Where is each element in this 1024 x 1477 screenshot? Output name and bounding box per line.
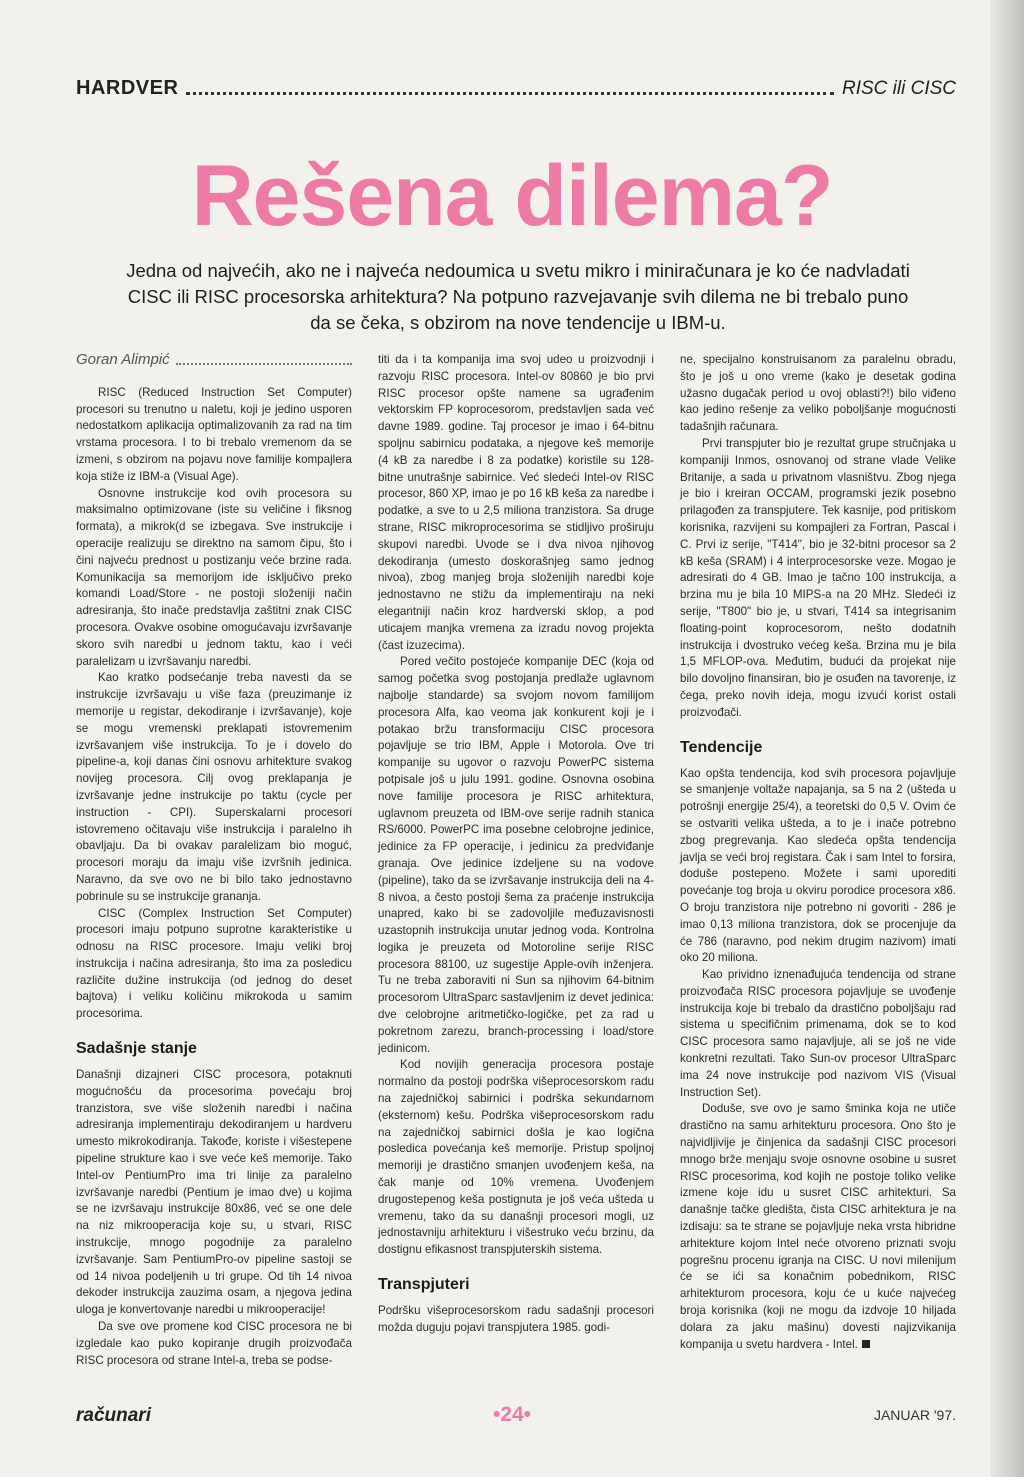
paragraph: Da sve ove promene kod CISC procesora ne bi izgledale kao puko kopiranje drugih proizvođača RISC procesora od strane Intel-a, treba se podse-: [76, 1320, 352, 1367]
paragraph: ne, specijalno konstruisanom za paralelnu obradu, što je još u ono vreme (kako je desetak godina užasno dugačak period u ovoj oblasti?!) bilo viđeno kao jedino rešenje za veliko poboljšanje mogućnosti tadašnjih računara.: [680, 353, 956, 434]
paragraph: Kod novijih generacija procesora postaje normalno da postoji podrška višeprocesorskom radu na zajedničkoj sabirnici i podrška sekundarnom (eksternom) kešu. Podrška višeprocesorskom radu na zajedničkoj sabirnici došla je kao logična posledica povećanja keš memorije. Pristup spoljnoj memoriji je drastično smanjen uvođenjem keša, na čak manje od 10% vremena. Uvođenjem drugostepenog keša postignuta je još veća ušteda u vremenu, tako da su današnji procesori mogli, uz jednostavniju arhitekturu i višestruko veću brzinu, da dostignu efikasnost transpjuterskih sistema.: [378, 1058, 654, 1257]
column-1: [76, 352, 352, 1369]
paragraph: Osnovne instrukcije kod ovih procesora su maksimalno optimizovane (iste su veličine i fiksnog formata), a mikrok(d se izbegava. Sve instrukcije i operacije realizuju se direktno na samom čipu, što i čini najveću prednost u postizanju veće brzine rada. Komunikacija sa memorijom ide isključivo preko komandi Load/Store - ne postoji složeniji način adresiranja, što inače predstavlja zaštitni znak CISC procesora. Ovakve osobine omogućavaju izvršavanje skoro svih naredbi u jednom taktu, kao i veći paralelizam u izvršavanju naredbi.: [76, 486, 352, 668]
subheading-sadasnje-stanje: Sadašnje stanje: [76, 1040, 197, 1058]
issue-date: JANUAR '97.: [873, 1407, 956, 1423]
paragraph: CISC (Complex Instruction Set Computer) procesori imaju potpuno suprotne karakteristike u odnosu na RISC procesore. Imaju veliki broj instrukcija i načina adresiranja, što ima za posledicu različite dužine instrukcija (od jednog do deset bajtova) i veliku količinu mikrokoda u samim procesorima.: [76, 906, 352, 1021]
author-name: Goran Alimpić: [76, 351, 170, 368]
column-2: [378, 352, 654, 1337]
byline-dotted-leader: [176, 363, 352, 365]
paragraph: Kao prividno iznenađujuća tendencija od strane proizvođača RISC procesora pojavljuje se uvođenje instrukcija koje bi trebalo da drastično poboljšaju rad sistema u specifičnim primenama, dok se to kod CISC procesora samo najavljuje, ali se još ne vide konkretni rezultati. Tako Sun-ov procesor UltraSparc ima 24 nove instrukcije pod nazivom VIS (Visual Instruction Set).: [680, 968, 956, 1099]
subheading-transpjuteri: Transpjuteri: [378, 1276, 470, 1294]
column-3: [680, 352, 956, 1353]
paragraph: Kao opšta tendencija, kod svih procesora pojavljuje se smanjenje voltaže napajanja, sa 5 na 2 (ušteda u potrošnji energije 25/4), a teoretski do 0,5 V. Ovim će se ostvariti velika ušteda, a to je i inače potrebno zbog pregrevanja. Kao sledeća opšta tendencija javlja se veći broj registara. Čak i sam Intel to forsira, doduše postepeno. Možete i sami uporediti povećanje tog broja u okviru porodice procesora x86. O broju tranzistora nije potrebno ni govoriti - 286 je imao 0,13 miliona tranzistora, dok se procenjuje da će 786 (naravno, pod nekim drugim nazivom) imati oko 20 miliona.: [680, 766, 956, 965]
paragraph-final: [680, 1101, 956, 1353]
paragraph: Prvi transpjuter bio je rezultat grupe stručnjaka u kompaniji Inmos, osnovanoj od strane vlade Velike Britanije, a sada u privatnom vlasništvu. Zbog njega je bio i kreiran OCCAM, programski jezik posebno prilagođen za transpjutere. Tek kasnije, pod pritiskom korisnika, razvijeni su kompajleri za Fortran, Pascal i C. Prvi iz serije, "T414", bio je 32-bitni procesor sa 2 kB keša (SRAM) i 4 interprocesorske veze. Mogao je adresirati do 4 GB. Imao je tačno 100 instrukcija, a brzina mu je bila 10 MIPS-a na 20 MHz. Sledeći iz serije, "T800" bio je, u stvari, T414 sa integrisanim floating-point koprocesorom, nešto dodatnih instrukcija i dvostruko većeg keša. Brzina mu je bila 1,5 MFLOP-ova. Međutim, budući da projekat nije bilo dovoljno finansiran, bio je osuđen na tavorenje, iz čega, preko novih ideja, mogu izvući korist ostali proizvođači.: [680, 436, 956, 719]
header-dotted-leader: [186, 92, 834, 95]
article-title: Rešena dilema?: [191, 148, 833, 244]
paragraph: RISC (Reduced Instruction Set Computer) procesori su trenutno u naletu, koji je jedino usporen nedostatkom aplikacija optimalizovanih za rad na tim vrstama procesora. I to bi trebalo vremenom da se izmeni, s obzirom na pojavu nove familije kompajlera koja stiže iz IBM-a (Visual Age).: [76, 385, 352, 483]
article-lead: Jedna od najvećih, ako ne i najveća nedoumica u svetu mikro i miniračunara je ko će nadvladati CISC ili RISC procesorska arhitektura? Na potpuno razvejavanje svih dilema ne bi trebalo puno da se čeka, s obzirom na nove tendencije u IBM-u.: [126, 260, 910, 333]
topic-label: RISC ili CISC: [841, 78, 956, 99]
page-number: •24•: [492, 1403, 532, 1426]
running-header: [76, 72, 956, 100]
paragraph: Kao kratko podsećanje treba navesti da se instrukcije izvršavaju u više faza (preuzimanje iz memorije u registar, dekodiranje i izvršavanje), koje se mogu vremenski preklapati istovremenim izvršavanjem više instrukcija. To je i dovelo do pipeline-a, koji danas čini osnovu arhitekture svakog novijeg procesora. Cilj ovog preklapanja je izvršavanje jedne instrukcije po taktu (cycle per instruction - CPI). Superskalarni procesori istovremeno očitavaju više instrukcija i paralelno ih obavljaju. Da bi ovakav paralelizam bio moguć, procesori moraju da imaju više izvršnih jedinica. Naravno, da sve ovo ne bi bilo tako jednostavno pobrinule su se instrukcije grananja.: [76, 671, 352, 903]
paragraph: Današnji dizajneri CISC procesora, potaknuti mogućnošću da procesorima povećaju broj tranzistora, sve više složenih naredbi i načina adresiranja implementiraju dekodiranjem u hardveru umesto mikrokodiranja. Takođe, koriste i višestepene pipeline strukture kao i sve veće keš memorije. Tako Intel-ov PentiumPro ima tri linije za paralelno izvršavanje naredbi (Pentium je imao dve) u kojima se ne izvršavaju instrukcije 80x86, već se one dele na niz mikrooperacija koje su, u stvari, RISC instrukcije, mnogo pogodnije za paralelno izvršavanje. Sam PentiumPro-ov pipeline sastoji se od 14 nivoa podeljenih u tri grupe. Od tih 14 nivoa dekoder instrukcija zauzima osam, a njegova jedina uloga je konvertovanje naredbi u mikrooperacije!: [76, 1068, 352, 1317]
paragraph: Pored večito postojeće kompanije DEC (koja od samog početka svog postojanja predlaže uglavnom najbolje standarde) sa svojom novom familijom procesora Alfa, kao veoma jak konkurent koji je i potakao bržu transformaciju CISC procesora pojavljuje se trio IBM, Apple i Motorola. Ove tri kompanije su ugovor o razvoju PowerPC sistema potpisale još u julu 1991. godine. Osnovna osobina nove familije procesora je RISC arhitektura, uglavnom preuzeta od IBM-ove serije radnih stanica RS/6000. PowerPC ima posebne celobrojne jedinice, jedinice za FP operacije, i jedinicu za predviđanje granaja. Ove jedinice izdeljene su na vodove (pipeline), tako da se izvršavanje instrukcija deli na 4-8 nivoa, a često postoji šema za praćenje instrukcija unapred, kako bi se zadovoljile međuzavisnosti uzastopnih instrukcija unutar jednog voda. Kontrolna logika je preuzeta od Motorolinе serije RISC procesora 88100, uz sugestije Apple-ovih inženjera. Tu ne treba zaboraviti ni Sun sa njihovim 64-bitnim procesorom UltraSparc sastavljenim iz devet jedinica: dve celobrojne aritmetičko-logičke, pet za rad u pokretnom zarezu, branch-processing i load/store jedinicom.: [378, 655, 654, 1055]
paragraph: titi da i ta kompanija ima svoj udeo u proizvodnji i razvoju RISC procesora. Intel-ov 80860 je bio prvi RISC procesor opšte namene sa ugrađenim vektorskim FP koprocesorom, predstavljen sada već davne 1989. godine. Taj procesor je imao i 64-bitnu spoljnu sabirnicu podataka, a njegove keš memorije (4 kB za naredbe i 8 za podatke) koristile su 128-bitne unutrašnje sabirnice. Već sledeći Intel-ov RISC procesor, 860 XP, imao je po 16 kB keša za naredbe i podatke, a sve to u 2,5 miliona tranzistora. Sa druge strane, RISC mikroprocesorima se stidljivo proširuju skupovi naredbi. Uvode se i dva nivoa njihovog dekodiranja (umesto doskorašnjeg samo jednog nivoa), zbog manjeg broja složenijih naredbi koje jednostavno ne stižu da implementiraju na neki elegantniji način kroz hardverski sklop, a pod uticajem manjka vremena za izradu novog projekta (čast izuzecima).: [378, 353, 654, 652]
subheading-tendencije: Tendencije: [680, 738, 763, 756]
paragraph: Podršku višeprocesorskom radu sadašnji procesori možda duguju pojavi transpjutera 1985. godi-: [378, 1304, 654, 1334]
end-of-article-icon: [862, 1340, 870, 1348]
section-label: HARDVER: [76, 77, 179, 99]
author-byline: [76, 352, 352, 369]
final-text: Doduše, sve ovo je samo šminka koja ne utiče drastično na samu arhitekturu procesora. Ono što je najvidljivije je činjenica da sadašnji CISC procesori mnogo brže menjaju svoje osnovne osobine u susret RISC procesorima, kod kojih ne postoje toliko velike izmene koje idu u susret CISC arhitekturi. Sa današnje tačke gledišta, čista CISC arhitektura je na izdisaju: sa te strane se pojavljuje neka vrsta hibridne arhitekture kojom Intel neće otvoreno priznati svoju pogrešnu procenu igranja na CISC. U novi milenijum će se ići sa konačnim pobednikom, RISC arhitekturom procesora, koju će u kuće najvećeg broja korisnika (koji ne mogu da izdvoje 10 hiljada dolara za jaku mašinu) dovesti najizvikanija kompanija u svetu hardvera - Intel.: [680, 1102, 956, 1351]
magazine-logo: računari: [76, 1405, 151, 1426]
